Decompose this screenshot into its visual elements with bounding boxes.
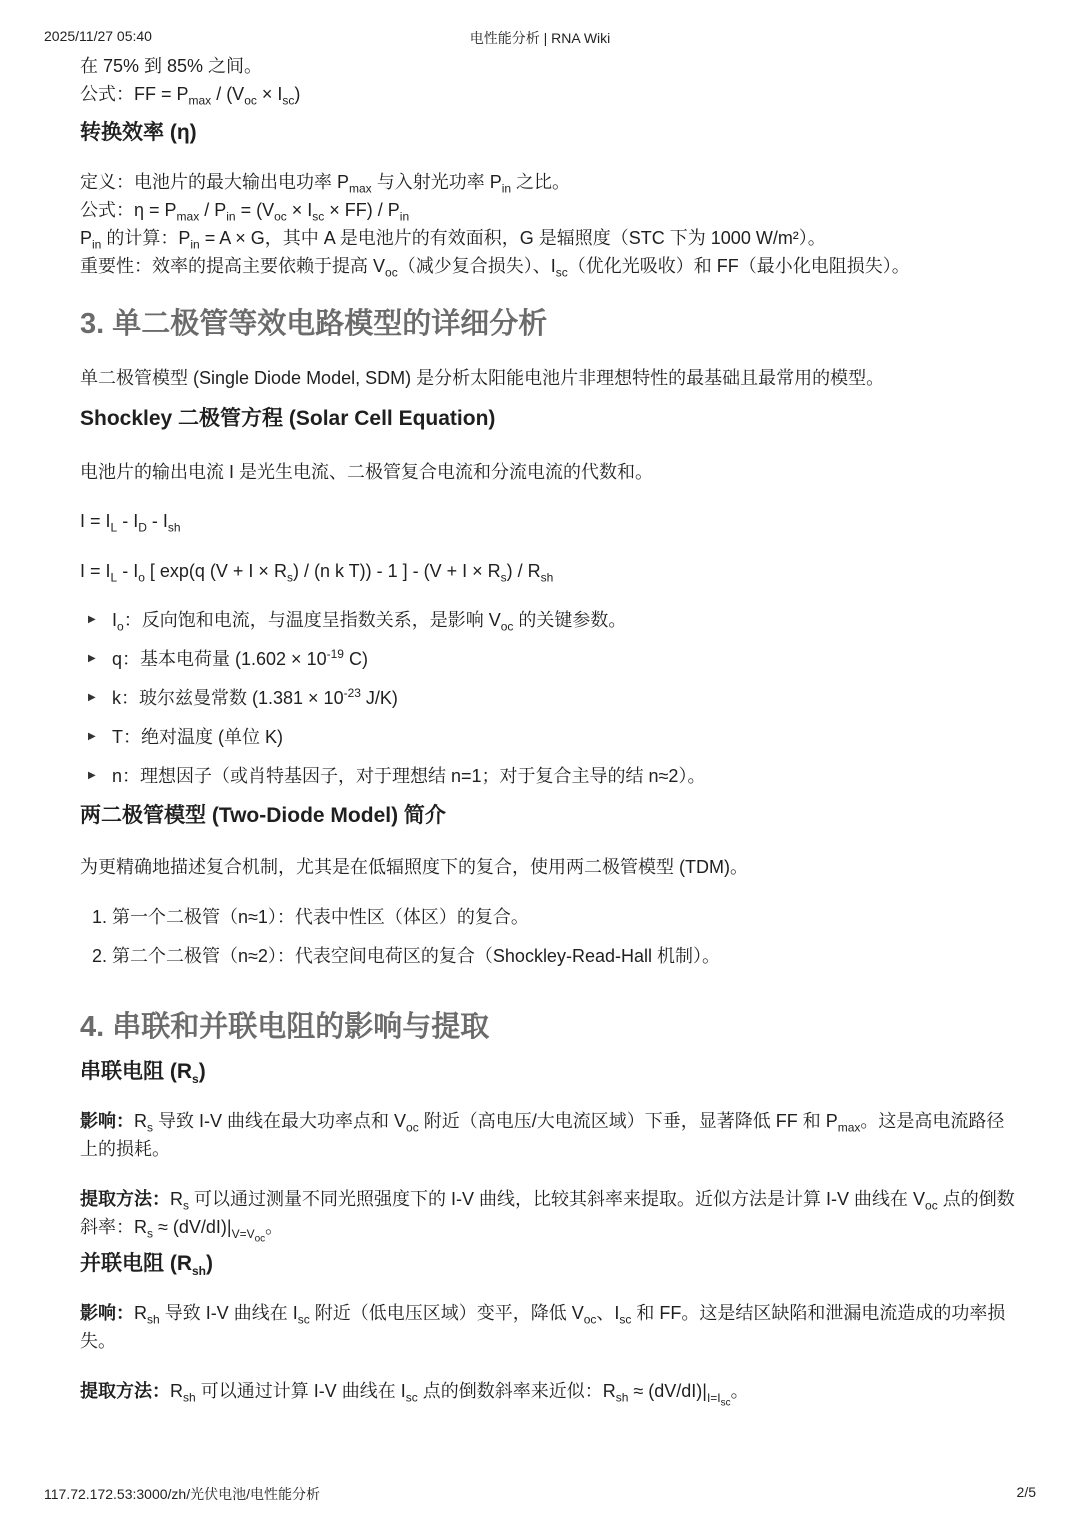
tdm-list: [80, 903, 1015, 970]
article-content: [80, 52, 1015, 1408]
print-page-number: 2/5: [1016, 1484, 1036, 1500]
rsh-heading: 并联电阻 $(R_{sh})$: [80, 1252, 214, 1279]
sdm-intro: 单二极管模型 (Single Diode Model, SDM) 是分析太阳能电池片非理想特性的最基础且最常用的模型。: [80, 368, 885, 388]
list-item: ▶ k：玻尔兹曼常数 ($1.381 \times 10^{-23}$ J/K): [88, 684, 1015, 712]
triangle-bullet-icon: ▶: [88, 692, 96, 703]
shockley-intro: 电池片的输出电流 I 是光生电流、二极管复合电流和分流电流的代数和。: [80, 462, 653, 482]
parameter-list: [80, 606, 1015, 790]
section3-heading: 3. 单二极管等效电路模型的详细分析: [80, 308, 548, 340]
tdm-heading: 两二极管模型 (Two-Diode Model) 简介: [80, 804, 446, 827]
shockley-heading: Shockley 二极管方程 (Solar Cell Equation): [80, 407, 496, 430]
print-url: 117.72.172.53:3000/zh/光伏电池/电性能分析: [44, 1486, 320, 1502]
eta-definition: 定义：电池片的最大输出电功率 $P_{max}$ 与入射光功率 $P_{in}$ 之比。: [80, 172, 571, 196]
rs-effect: 影响：$R_s$ 导致 I-V 曲线在最大功率点和 $V_{oc}$ 附近（高电压/大电流区域）下垂，显著降低 FF 和 $P_{max}$。这是高电流路径上的损耗。: [80, 1111, 1005, 1159]
triangle-bullet-icon: ▶: [88, 653, 96, 664]
ff-range-text: 在 75% 到 85% 之间。: [80, 56, 263, 76]
print-page-title: 电性能分析 | RNA Wiki: [469, 30, 611, 46]
triangle-bullet-icon: ▶: [88, 731, 96, 742]
equation-simple: $I = I_L - I_D - I_{sh}$: [80, 511, 181, 535]
equation-full: $I = I_L - I_o$ [ exp(q $(V + I \times R_s) / (n$ k T)) - 1 ] - $(V + I \times R_s) / R_{sh}$: [80, 561, 554, 585]
ff-formula: 公式：FF = $P_{max} / (V_{oc} \times I_{sc})$: [80, 84, 301, 108]
list-item: ▶ n：理想因子（或肖特基因子，对于理想结 n=1；对于复合主导的结 n≈2）。: [88, 762, 1015, 790]
list-item: 1. 第一个二极管（n≈1）：代表中性区（体区）的复合。: [92, 907, 529, 927]
eta-heading: 转换效率 (η): [80, 121, 197, 144]
eta-importance: 重要性：效率的提高主要依赖于提高 $V_{oc}$（减少复合损失）、$I_{sc}$（优化光吸收）和 FF（最小化电阻损失）。: [80, 256, 910, 280]
list-item: 2. 第二个二极管（n≈2）：代表空间电荷区的复合（Shockley-Read-Hall 机制）。: [92, 946, 720, 966]
rs-heading: 串联电阻 $(R_s)$: [80, 1060, 206, 1087]
section4-heading: 4. 串联和并联电阻的影响与提取: [80, 1011, 490, 1043]
triangle-bullet-icon: ▶: [88, 770, 96, 781]
list-item: ▶ $I_o$：反向饱和电流，与温度呈指数关系，是影响 $V_{oc}$ 的关键参数。: [88, 606, 1015, 634]
tdm-intro: 为更精确地描述复合机制，尤其是在低辐照度下的复合，使用两二极管模型 (TDM)。: [80, 857, 748, 877]
list-item: ▶ q：基本电荷量 ($1.602 \times 10^{-19}$ C): [88, 645, 1015, 673]
pin-calculation: $P_{in}$ 的计算：$P_{in} = A \times G$，其中 A 是电池片的有效面积，G 是辐照度（STC 下为 1000 W/m²）。: [80, 228, 826, 252]
rsh-extraction: 提取方法：$R_{sh}$ 可以通过计算 I-V 曲线在 $I_{sc}$ 点的倒数斜率来近似：$R_{sh} \approx (dV/dI)|_{I=I_{sc}}$。: [80, 1381, 749, 1408]
rsh-effect: 影响：$R_{sh}$ 导致 I-V 曲线在 $I_{sc}$ 附近（低电压区域）变平，降低 $V_{oc}$、$I_{sc}$ 和 FF。这是结区缺陷和泄漏电流造成的功率损失。: [80, 1303, 1006, 1351]
list-item: ▶ T：绝对温度 (单位 K): [88, 723, 1015, 751]
eta-formula: 公式：$\eta = P_{max} / P_{in} = (V_{oc} \times I_{sc} \times FF) / P_{in}$: [80, 200, 410, 224]
rs-extraction: 提取方法：$R_s$ 可以通过测量不同光照强度下的 I-V 曲线，比较其斜率来提取。近似方法是计算 I-V 曲线在 $V_{oc}$ 点的倒数斜率：$R_s \approx (dV/dI)|_{V=V_{oc}}$。: [80, 1189, 1015, 1244]
print-datetime: 2025/11/27 05:40: [44, 28, 152, 44]
triangle-bullet-icon: ▶: [88, 614, 96, 625]
